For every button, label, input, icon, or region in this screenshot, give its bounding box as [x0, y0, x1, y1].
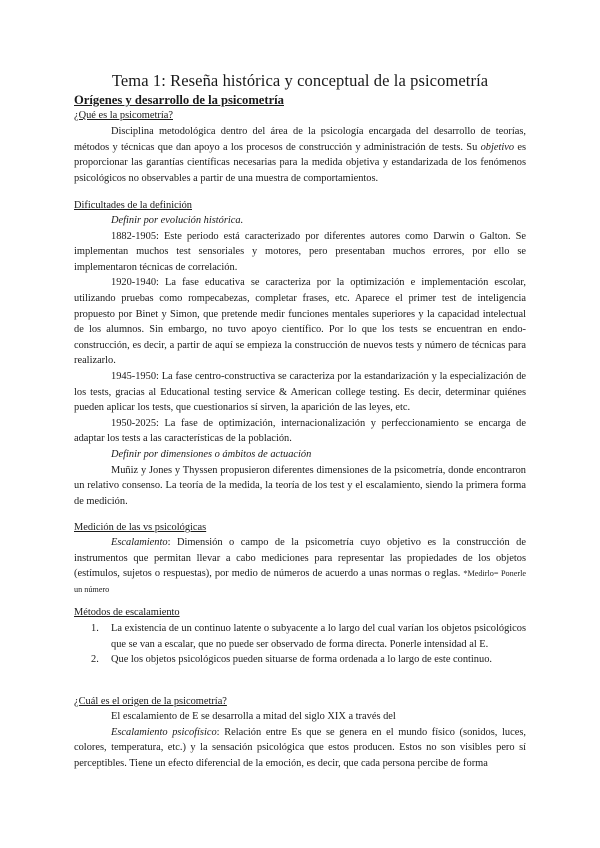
- metodos-list: [74, 621, 526, 668]
- paragraph-1920: 1920-1940: La fase educativa se caracteriza por la optimización e implementación escolar, utilizando pruebas como rompecabezas, completar frases, etc. Aparece el primer test de inteligencia propuesto por Binet y Simon, que pretende medir funciones mentales superiores y la capacidad intelectual de los alumnos. Sin embargo, no tuvo apoyo científico. Por lo que los tests se encuentran en endo-construcción, es decir, a partir de aquí se empieza la construcción de nuevos tests y número de técnicas para realizarlo.: [74, 277, 526, 367]
- section-heading-dificultades: Dificultades de la definición: [74, 200, 193, 211]
- section-heading-origenes: Orígenes y desarrollo de la psicometría: [74, 93, 284, 107]
- list-item-number: 1.: [91, 623, 99, 634]
- subheading-evolucion: Definir por evolución histórica.: [111, 215, 244, 226]
- escalamiento-term: Escalamiento: [111, 537, 168, 548]
- escalamiento-note: *Medirlo= Ponerle un número: [74, 569, 526, 594]
- origen-block: [74, 709, 526, 771]
- escalamiento-paragraph: [74, 535, 526, 597]
- definition-text-a: Disciplina metodológica dentro del área de la psicología encargada del desarrollo de teorías, métodos y técnicas que dan apoyo a los procesos de construcción y administración de tests. Su: [74, 126, 526, 153]
- metodos-list-block: [74, 621, 526, 668]
- definition-objetivo: objetivo: [480, 141, 515, 153]
- definition-paragraph: [74, 124, 526, 186]
- question-que-es: ¿Qué es la psicometría?: [74, 110, 173, 121]
- paragraph-muniz: Muñiz y Jones y Thyssen propusieron diferentes dimensiones de la psicometría, donde encontraron un relativo consenso. La teoría de la medida, la teoría de los test y el escalamiento, siendo la primera forma de medición.: [74, 464, 526, 507]
- list-item-number: 2.: [91, 654, 99, 666]
- historical-block: [74, 213, 526, 509]
- subheading-dimensiones: Definir por dimensiones o ámbitos de actuación: [111, 448, 312, 460]
- section-heading-origen: ¿Cuál es el origen de la psicometría?: [74, 696, 227, 707]
- document-title: Tema 1: Reseña histórica y conceptual de la psicometría: [111, 71, 489, 90]
- definition-text-b: es proporcionar las garantías científicas necesarias para la medida objetiva y estandarizada de los fenómenos psicológicos no observables a partir de una muestra de comportamientos.: [74, 141, 526, 184]
- escalamiento-text: : Dimensión o campo de la psicometría cuyo objetivo es la construcción de instrumentos que permitan llevar a cabo mediciones para representar las propiedades de los objetos (estímulos, sujetos o respuestas), por medio de números de acuerdo a unas normas o reglas.: [74, 537, 526, 580]
- psicofisico-term: Escalamiento psicofísico: [111, 726, 217, 738]
- paragraph-1950: 1950-2025: La fase de optimización, internacionalización y perfeccionamiento se encarga de adaptar los tests a las características de la población.: [74, 417, 526, 445]
- psicofisico-text: : Relación entre Es que se genera en el mundo físico (sonidos, luces, colores, temperatura, etc.) y la sensación psicológica que estos producen. Estos no son visibles pero sí perceptibles. Tiene un efecto diferencial de la emoción, es decir, que cada persona percibe de forma: [74, 726, 526, 769]
- list-item: [74, 621, 526, 652]
- list-item-text: Que los objetos psicológicos pueden situarse de forma ordenada a lo largo de este continuo.: [111, 654, 492, 666]
- section-heading-metodos: Métodos de escalamiento: [74, 607, 180, 618]
- paragraph-1882: 1882-1905: Este periodo está caracterizado por diferentes autores como Darwin o Galton. Se implementan muchos test sensoriales y motores, pero presentaban muchos errores, por ello se implementaron técnicas de correlación.: [74, 230, 526, 273]
- paragraph-1945: 1945-1950: La fase centro-constructiva se caracteriza por la estandarización y la especialización de los tests, gracias al Educational testing service & American college testing. Es decir, determinar quiénes pueden aplicar los tests, que cuestionarios sí sirven, la aparición de las leyes, etc.: [74, 370, 526, 414]
- section-heading-medicion: Medición de las vs psicológicas: [74, 522, 207, 533]
- origen-paragraph-1: El escalamiento de E se desarrolla a mitad del siglo XIX a través del: [111, 711, 396, 722]
- list-item-text: La existencia de un continuo latente o subyacente a lo largo del cual varían los objetos psicológicos que se van a escalar, que no puede ser observado de forma directa. Ponerle intensidad al E.: [111, 623, 526, 650]
- list-item: [74, 652, 526, 668]
